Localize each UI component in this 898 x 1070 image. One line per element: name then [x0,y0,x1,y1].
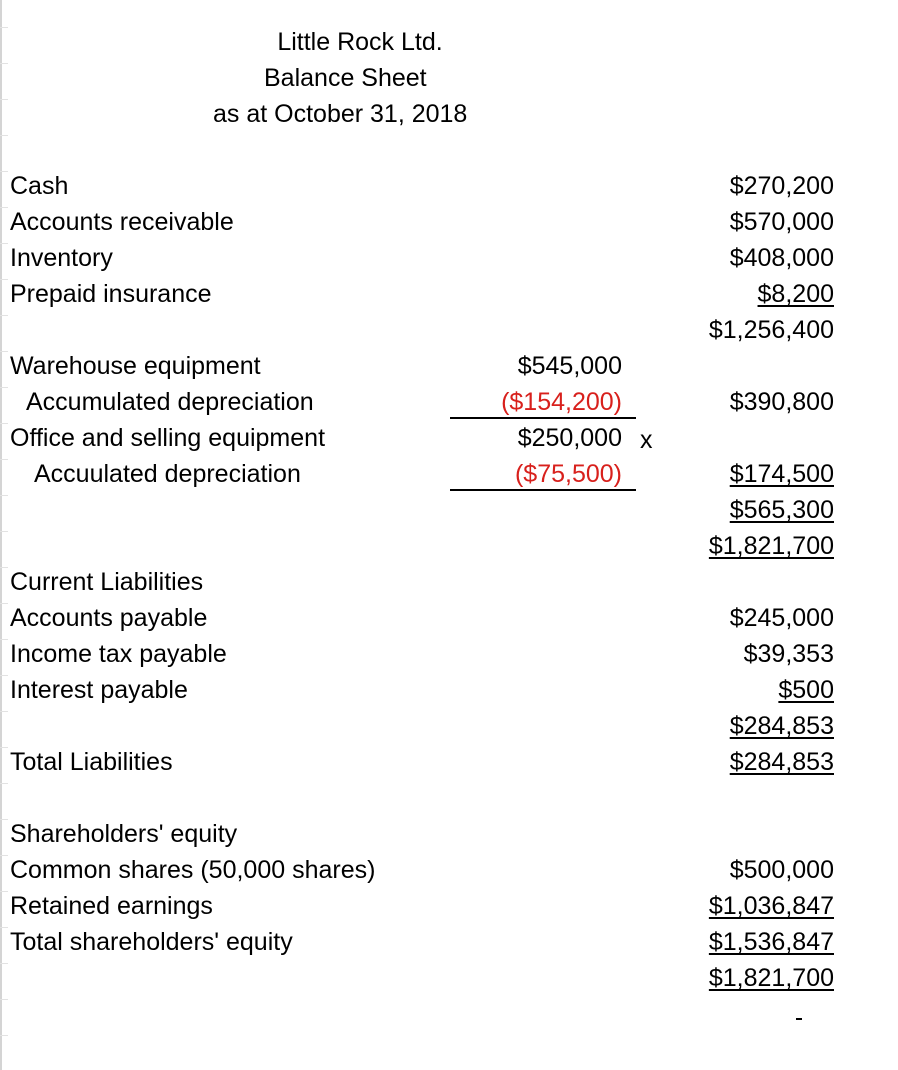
row-tick [0,351,8,352]
row-tick [0,207,8,208]
row-tick [0,243,8,244]
row-tick [0,567,8,568]
warehouse-equipment-net: $390,800 [729,388,834,416]
inventory-value: $408,000 [729,244,834,272]
row-tick [0,171,8,172]
warehouse-accumulated-depreciation-value: ($154,200) [501,388,622,416]
retained-earnings-value: $1,036,847 [708,892,834,920]
total-liabilities-value: $284,853 [729,748,834,776]
row-tick [0,819,8,820]
row-tick [0,279,8,280]
row-tick [0,387,8,388]
row-tick [0,1035,8,1036]
row-tick [0,963,8,964]
office-equipment-label: Office and selling equipment [10,424,326,452]
row-tick [0,783,8,784]
warehouse-equipment-label: Warehouse equipment [10,352,261,380]
interest-payable-label: Interest payable [10,676,188,704]
row-tick [0,459,8,460]
warehouse-equipment-cost: $545,000 [517,352,622,380]
total-shareholders-equity-label: Total shareholders' equity [10,928,293,956]
row-tick [0,135,8,136]
income-tax-payable-value: $39,353 [743,640,834,668]
accounts-receivable-value: $570,000 [729,208,834,236]
row-tick [0,603,8,604]
office-subtotal-rule [450,489,636,491]
inventory-label: Inventory [10,244,113,272]
office-accumulated-depreciation-label: Accuulated depreciation [34,460,301,488]
income-tax-payable-label: Income tax payable [10,640,227,668]
total-shareholders-equity-value: $1,536,847 [708,928,834,956]
current-assets-total: $1,256,400 [708,316,834,344]
company-name: Little Rock Ltd. [277,28,443,56]
office-accumulated-depreciation-value: ($75,500) [514,460,622,488]
shareholders-equity-heading: Shareholders' equity [10,820,238,848]
accounts-payable-label: Accounts payable [10,604,208,632]
row-tick [0,63,8,64]
row-tick [0,999,8,1000]
current-liabilities-heading: Current Liabilities [10,568,204,596]
equipment-total: $565,300 [729,496,834,524]
interest-payable-value: $500 [778,676,834,704]
common-shares-value: $500,000 [729,856,834,884]
office-equipment-net: $174,500 [729,460,834,488]
row-tick [0,891,8,892]
trailing-dash-mark [796,1018,802,1020]
row-tick [0,639,8,640]
retained-earnings-label: Retained earnings [10,892,213,920]
statement-date: as at October 31, 2018 [213,100,468,128]
total-liabilities-label: Total Liabilities [10,748,173,776]
row-tick [0,855,8,856]
cash-value: $270,200 [729,172,834,200]
prepaid-insurance-value: $8,200 [757,280,834,308]
spreadsheet-gridline [0,0,2,1070]
office-equipment-mark: x [640,426,653,454]
row-tick [0,747,8,748]
office-equipment-cost: $250,000 [517,424,622,452]
cash-label: Cash [10,172,69,200]
warehouse-accumulated-depreciation-label: Accumulated depreciation [26,388,314,416]
prepaid-insurance-label: Prepaid insurance [10,280,212,308]
total-assets: $1,821,700 [708,532,834,560]
warehouse-subtotal-rule [450,417,636,419]
row-tick [0,495,8,496]
row-tick [0,531,8,532]
statement-title: Balance Sheet [264,64,427,92]
row-tick [0,423,8,424]
accounts-receivable-label: Accounts receivable [10,208,234,236]
total-liabilities-and-equity: $1,821,700 [708,964,834,992]
common-shares-label: Common shares (50,000 shares) [10,856,376,884]
current-liabilities-total: $284,853 [729,712,834,740]
row-tick [0,99,8,100]
accounts-payable-value: $245,000 [729,604,834,632]
row-tick [0,711,8,712]
row-tick [0,927,8,928]
row-tick [0,675,8,676]
row-tick [0,315,8,316]
